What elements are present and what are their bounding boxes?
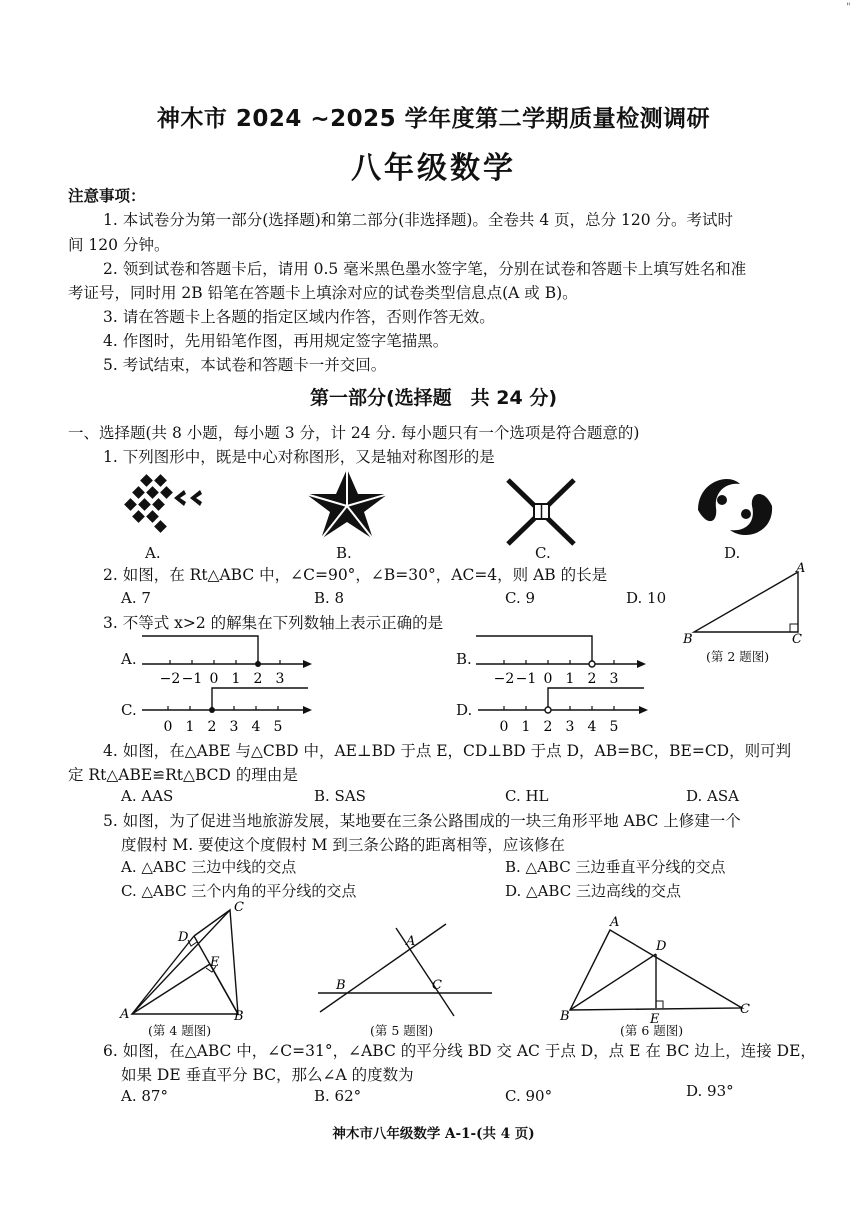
fig4-point-b: B [234, 1009, 244, 1024]
tick-label: −2 [493, 671, 515, 687]
page-footer: 神木市八年级数学 A-1-(共 4 页) [332, 1126, 535, 1142]
tick-label: 1 [521, 719, 531, 735]
q5-stem-line1: 5. 如图，为了促进当地旅游发展，某地要在三条公路围成的一块三角形平地 ABC 上修建一个 [103, 812, 741, 830]
tick-label: 5 [273, 719, 283, 735]
tick-label: 0 [209, 671, 219, 687]
fig6 [556, 908, 788, 1024]
q5-option-b: B. △ABC 三边垂直平分线的交点 [505, 858, 726, 876]
q1-figure-c [504, 476, 580, 548]
tick-label: 4 [587, 719, 597, 735]
fig4-caption: (第 4 题图) [148, 1023, 212, 1038]
tick-label: 3 [609, 671, 619, 687]
q2-option-b: B. 8 [314, 589, 345, 607]
q3-label-a: A. [121, 650, 137, 668]
tick-label: 0 [543, 671, 553, 687]
q2-caption: (第 2 题图) [706, 649, 770, 664]
fig5-point-c: C [432, 978, 442, 993]
fig6-point-c: C [740, 1002, 750, 1017]
tick-label: 0 [163, 719, 173, 735]
notes-heading: 注意事项： [68, 186, 146, 205]
tick-label: 2 [207, 719, 217, 735]
tick-label: 5 [609, 719, 619, 735]
fig6-point-d: D [656, 939, 667, 954]
fig6-point-a: A [610, 915, 620, 930]
tick-label: 0 [499, 719, 509, 735]
q1-stem: 1. 下列图形中，既是中心对称图形，又是轴对称图形的是 [103, 448, 495, 466]
q2-point-b: B [683, 632, 693, 647]
tick-label: 3 [565, 719, 575, 735]
q2-option-d: D. 10 [626, 589, 667, 607]
q2-point-a: A [796, 561, 806, 576]
exam-title: 神木市 2024 ~2025 学年度第二学期质量检测调研 [156, 106, 711, 132]
q2-option-a: A. 7 [121, 589, 151, 607]
q2-figure [680, 560, 810, 650]
note-line: 3. 请在答题卡上各题的指定区域内作答，否则作答无效。 [103, 308, 495, 326]
q2-option-c: C. 9 [505, 589, 536, 607]
q6-stem-line1: 6. 如图，在△ABC 中，∠C=31°，∠ABC 的平分线 BD 交 AC 于点 D，点 E 在 BC 边上，连接 DE， [103, 1042, 816, 1060]
q6-option-c: C. 90° [505, 1087, 553, 1105]
note-line: 4. 作图时，先用铅笔作图，再用规定签字笔描黑。 [103, 332, 449, 350]
tick-label: 4 [251, 719, 261, 735]
q6-option-b: B. 62° [314, 1087, 362, 1105]
note-line: 考证号，同时用 2B 铅笔在答题卡上填涂对应的试卷类型信息点(A 或 B)。 [68, 284, 578, 302]
q3-numberline-c [140, 684, 315, 742]
fig4 [118, 896, 258, 1026]
q6-stem-line2: 如果 DE 垂直平分 BC，那么∠A 的度数为 [121, 1066, 414, 1084]
fig5-point-a: A [406, 934, 416, 949]
q5-option-a: A. △ABC 三边中线的交点 [121, 858, 297, 876]
fig5-point-b: B [336, 978, 346, 993]
q1-label-d: D. [724, 544, 741, 562]
q3-label-c: C. [121, 701, 137, 719]
q1-label-a: A. [145, 544, 161, 562]
q3-label-b: B. [456, 650, 472, 668]
q6-option-d: D. 93° [686, 1082, 734, 1100]
part-one-heading: 第一部分(选择题 共 24 分) [309, 387, 558, 409]
note-line: 5. 考试结束，本试卷和答题卡一并交回。 [103, 356, 387, 374]
q4-option-a: A. AAS [121, 787, 174, 805]
tick-label: 2 [587, 671, 597, 687]
q2-point-c: C [792, 632, 802, 647]
fig4-point-d: D [178, 930, 189, 945]
tick-label: 1 [565, 671, 575, 687]
q4-option-c: C. HL [505, 787, 549, 805]
tick-label: −1 [515, 671, 537, 687]
corner-mark: " [846, 2, 851, 13]
tick-label: −2 [159, 671, 181, 687]
q1-figure-a [112, 468, 212, 536]
q1-figure-d [694, 470, 778, 542]
q3-stem: 3. 不等式 x>2 的解集在下列数轴上表示正确的是 [103, 614, 444, 632]
tick-label: 1 [185, 719, 195, 735]
tick-label: −1 [181, 671, 203, 687]
section-heading: 一、选择题(共 8 小题，每小题 3 分，计 24 分. 每小题只有一个选项是符合题意的) [68, 424, 640, 442]
tick-label: 2 [543, 719, 553, 735]
tick-label: 1 [231, 671, 241, 687]
q3-label-d: D. [456, 701, 473, 719]
q6-option-a: A. 87° [121, 1087, 168, 1105]
q4-stem-line1: 4. 如图，在△ABE 与△CBD 中，AE⊥BD 于点 E，CD⊥BD 于点 D，AB=BC，BE=CD，则可判 [103, 742, 792, 760]
q1-figure-b [302, 466, 392, 542]
fig5 [312, 918, 498, 1018]
q5-option-d: D. △ABC 三边高线的交点 [505, 882, 681, 900]
fig4-point-e: E [210, 955, 220, 970]
q4-option-d: D. ASA [686, 787, 739, 805]
q3-numberline-a [140, 632, 315, 692]
q5-stem-line2: 度假村 M. 要使这个度假村 M 到三条公路的距离相等，应该修在 [121, 836, 565, 854]
q4-stem-line2: 定 Rt△ABE≌Rt△BCD 的理由是 [68, 766, 298, 784]
q3-numberline-d [476, 684, 651, 742]
q1-label-c: C. [535, 544, 551, 562]
fig6-point-e: E [650, 1012, 660, 1024]
q1-label-b: B. [336, 544, 352, 562]
note-line: 2. 领到试卷和答题卡后，请用 0.5 毫米黑色墨水签字笔，分别在试卷和答题卡上填写姓名和准 [103, 260, 747, 278]
q5-option-c: C. △ABC 三个内角的平分线的交点 [121, 882, 357, 900]
exam-subtitle: 八年级数学 [351, 151, 516, 186]
note-line: 1. 本试卷分为第一部分(选择题)和第二部分(非选择题)。全卷共 4 页，总分 120 分。考试时 [103, 211, 734, 229]
fig5-caption: (第 5 题图) [370, 1023, 434, 1038]
fig4-point-c: C [234, 900, 244, 915]
fig6-caption: (第 6 题图) [620, 1023, 684, 1038]
fig4-point-a: A [120, 1007, 130, 1022]
tick-label: 3 [275, 671, 285, 687]
q4-option-b: B. SAS [314, 787, 366, 805]
q2-stem: 2. 如图，在 Rt△ABC 中，∠C=90°，∠B=30°，AC=4，则 AB 的长是 [103, 566, 608, 584]
note-line: 间 120 分钟。 [68, 236, 170, 254]
fig6-point-b: B [560, 1009, 570, 1024]
tick-label: 3 [229, 719, 239, 735]
q3-numberline-b [474, 632, 649, 692]
tick-label: 2 [253, 671, 263, 687]
